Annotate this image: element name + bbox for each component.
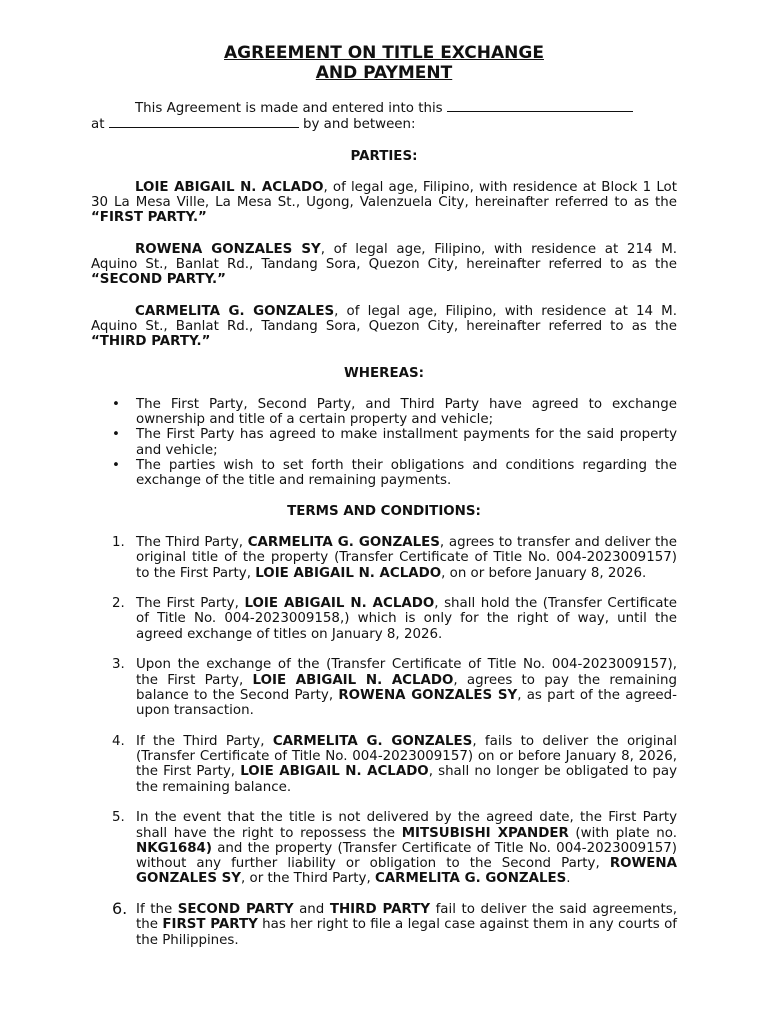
term-bold: SECOND PARTY [177, 902, 294, 918]
term-number: 3. [112, 657, 125, 673]
intro-text: This Agreement is made and entered into this [135, 101, 443, 116]
party1-label: “FIRST PARTY.” [91, 210, 207, 226]
bullet-icon: • [112, 458, 120, 474]
term-bold: MITSUBISHI XPANDER [401, 825, 569, 841]
term-bold: NKG1684) [136, 840, 212, 856]
term-text: and the property (Transfer Certificate of Title No. 004-2023009157) without any further liability or obligation to the Second Party, [136, 840, 677, 872]
term-text: , shall no longer be obligated to pay the remaining balance. [136, 764, 678, 795]
bullet-icon: • [112, 427, 120, 443]
party1-text: , of legal age, Filipino, with residence at Block 1 Lot 30 La Mesa Ville, La Mesa St., Ugong, Valenzuela City, hereinafter referred to as the [91, 179, 677, 211]
document-title [91, 43, 677, 83]
term-item-2 [91, 596, 677, 642]
term-text: The Third Party, [136, 534, 248, 550]
term-number: 1. [112, 534, 125, 550]
term-text: Upon the exchange of the (Transfer Certificate of Title No. 004-2023009157), the First Party, [136, 657, 677, 688]
term-bold: LOIE ABIGAIL N. ACLADO [240, 764, 429, 780]
term-text: fail to deliver the said agreements, the [136, 902, 678, 933]
term-text: In the event that the title is not delivered by the agreed date, the First Party shall have the right to repossess the [136, 810, 677, 841]
terms-heading: TERMS AND CONDITIONS: [287, 503, 481, 519]
term-bold: ROWENA GONZALES SY [338, 687, 518, 703]
party2-name: ROWENA GONZALES SY [135, 241, 321, 257]
intro-by-and-between: by and between: [303, 117, 416, 133]
parties-heading: PARTIES: [350, 148, 418, 164]
term-text: If the Third Party, [136, 733, 273, 749]
term-bold: LOIE ABIGAIL N. ACLADO [244, 596, 435, 612]
whereas-item-text: The parties wish to set forth their obligations and conditions regarding the exchange of the title and remaining payments. [136, 458, 677, 489]
whereas-item-text: The First Party has agreed to make installment payments for the said property and vehicle; [136, 427, 677, 458]
term-item-3 [91, 657, 677, 718]
second-party-paragraph [91, 242, 677, 288]
term-bold: FIRST PARTY [162, 917, 258, 933]
term-item-5 [91, 810, 677, 886]
term-text: If the [136, 902, 178, 918]
intro-paragraph [91, 100, 677, 133]
term-number: 4. [112, 733, 125, 749]
term-item-6 [91, 899, 678, 948]
party1-name: LOIE ABIGAIL N. ACLADO [135, 179, 324, 195]
party2-label: “SECOND PARTY.” [91, 272, 226, 288]
first-party-paragraph [91, 180, 677, 226]
third-party-paragraph [91, 304, 677, 350]
intro-at: at [91, 117, 105, 133]
whereas-item-text: The First Party, Second Party, and Third Party have agreed to exchange ownership and title of a certain property and vehicle; [136, 396, 677, 428]
whereas-list [91, 397, 677, 489]
party3-text: , of legal age, Filipino, with residence at 14 M. Aquino St., Banlat Rd., Tandang Sora, Quezon City, hereinafter referred to as the [91, 303, 677, 334]
place-blank-line [109, 116, 299, 128]
term-text: , shall hold the (Transfer Certificate of Title No. 004-2023009158,) which is only for the right of way, until the agreed exchange of titles on January 8, 2026. [136, 596, 677, 642]
term-bold: CARMELITA G. GONZALES [272, 733, 473, 749]
term-bold: CARMELITA G. GONZALES [247, 534, 440, 550]
term-text: , or the Third Party, [240, 871, 375, 887]
term-text: and [293, 902, 330, 918]
whereas-item [91, 458, 677, 489]
term-number: 5. [112, 810, 125, 826]
term-item-4 [91, 734, 677, 795]
term-text: , agrees to transfer and deliver the original title of the property (Transfer Certificate of Title No. 004-2023009157) to the First Party, [136, 534, 677, 581]
term-number: 2. [112, 596, 125, 612]
terms-list [91, 535, 677, 948]
term-text: The First Party, [136, 596, 245, 612]
title-line-2: AND PAYMENT [315, 63, 453, 83]
term-text: has her right to file a legal case against them in any courts of the Philippines. [136, 917, 677, 948]
party3-label: “THIRD PARTY.” [91, 334, 211, 350]
term-bold: LOIE ABIGAIL N. ACLADO [252, 672, 454, 688]
party2-text: , of legal age, Filipino, with residence at 214 M. Aquino St., Banlat Rd., Tandang Sora, Quezon City, hereinafter referred to as the [91, 241, 678, 273]
whereas-heading: WHEREAS: [344, 365, 424, 381]
whereas-item [91, 427, 677, 458]
title-line-1: AGREEMENT ON TITLE EXCHANGE [224, 43, 544, 63]
term-bold: LOIE ABIGAIL N. ACLADO [255, 565, 442, 581]
term-text: . [566, 871, 571, 887]
term-item-1 [91, 535, 677, 581]
term-text: (with plate no. [568, 825, 677, 841]
whereas-item [91, 397, 677, 428]
term-text: , as part of the agreed-upon transaction. [136, 687, 677, 719]
date-blank-line [447, 100, 633, 112]
term-text: , agrees to pay the remaining balance to the Second Party, [136, 672, 677, 703]
term-bold: CARMELITA G. GONZALES [374, 871, 567, 887]
party3-name: CARMELITA G. GONZALES [135, 303, 335, 319]
term-number: 6. [112, 899, 128, 919]
term-bold: ROWENA GONZALES SY [136, 856, 677, 887]
bullet-icon: • [112, 396, 120, 412]
agreement-document [91, 43, 677, 963]
term-text: , fails to deliver the original (Transfer Certificate of Title No. 004-2023009157) on or before January 8, 2026, the First Party, [136, 733, 677, 780]
term-bold: THIRD PARTY [329, 902, 431, 918]
term-text: , on or before January 8, 2026. [441, 565, 647, 581]
